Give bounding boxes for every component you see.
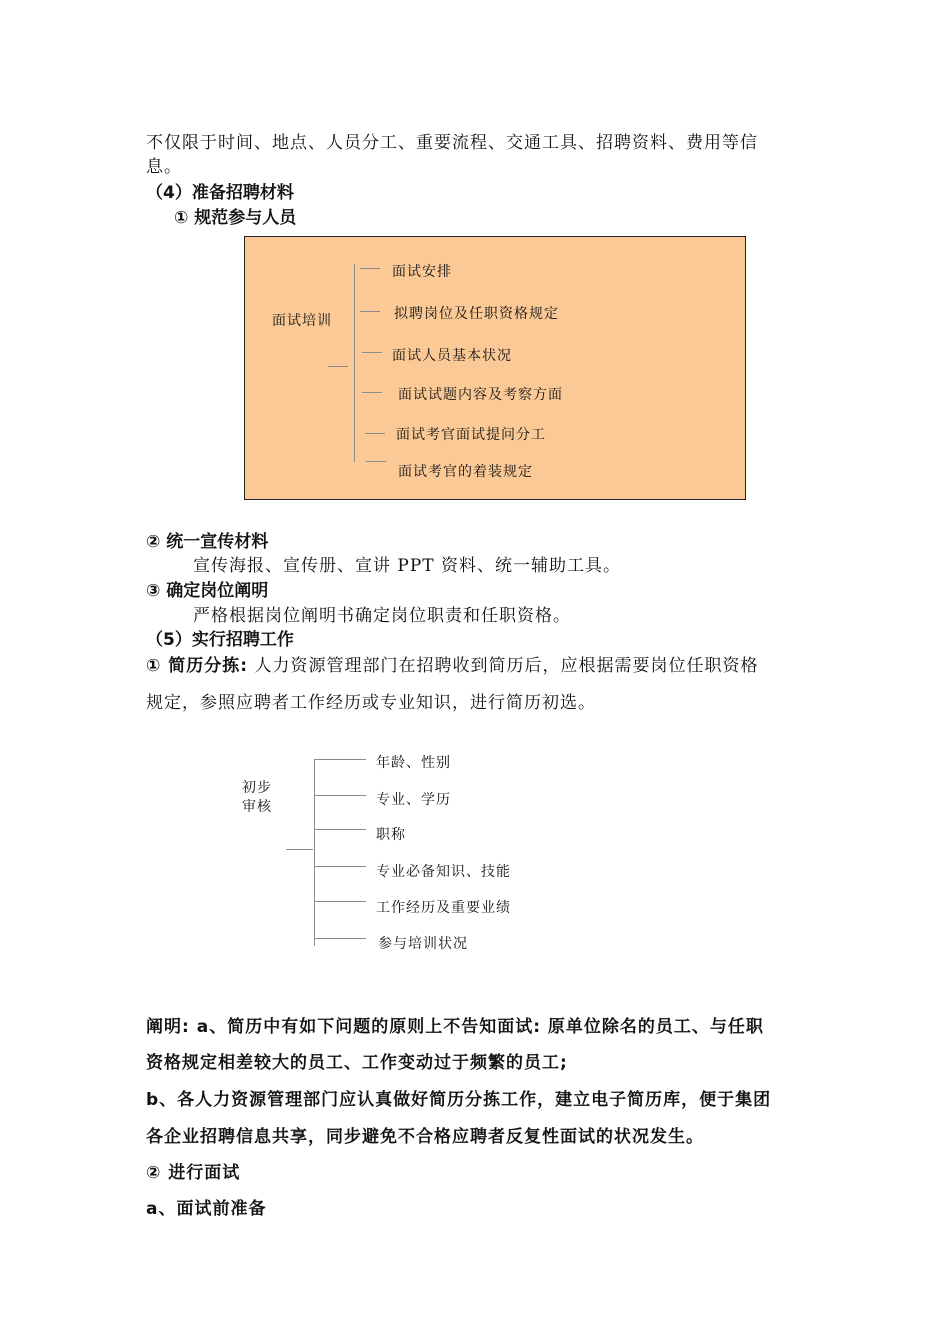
review-branch-connector xyxy=(314,759,366,760)
diagram-item-6: 面试考官的着装规定 xyxy=(398,464,533,480)
diagram-branch-connector xyxy=(360,311,380,312)
review-item-5: 工作经历及重要业绩 xyxy=(376,900,511,916)
review-item-6: 参与培训状况 xyxy=(378,936,468,952)
diagram-item-4: 面试试题内容及考察方面 xyxy=(398,387,563,403)
resume-sorting-line-2: 规定，参照应聘者工作经历或专业知识，进行简历初选。 xyxy=(146,693,596,713)
review-bracket-line xyxy=(314,759,315,946)
diagram-branch-connector xyxy=(365,433,385,434)
review-item-1: 年龄、性别 xyxy=(376,755,451,771)
diagram-item-3: 面试人员基本状况 xyxy=(392,348,512,364)
diagram-root-connector xyxy=(328,366,348,367)
review-item-2: 专业、学历 xyxy=(376,792,451,808)
note-line-4: 各企业招聘信息共享，同步避免不合格应聘者反复性面试的状况发生。 xyxy=(146,1127,704,1147)
resume-sorting-label: ① 简历分拣: xyxy=(146,656,249,676)
note-line-2: 资格规定相差较大的员工、工作变动过于频繁的员工; xyxy=(146,1053,568,1073)
review-root-label-line-2: 审核 xyxy=(242,799,272,815)
resume-sorting-line-1 xyxy=(146,651,759,676)
subsection-participants-heading: ① 规范参与人员 xyxy=(174,208,297,228)
intro-line-2: 息。 xyxy=(146,157,182,177)
review-branch-connector xyxy=(314,829,366,830)
diagram-branch-connector xyxy=(360,268,380,269)
review-branch-connector xyxy=(314,901,366,902)
review-branch-connector xyxy=(314,795,366,796)
diagram-bracket-line xyxy=(354,264,355,462)
publicity-text: 宣传海报、宣传册、宣讲 PPT 资料、统一辅助工具。 xyxy=(193,556,622,576)
job-description-text: 严格根据岗位阐明书确定岗位职责和任职资格。 xyxy=(193,606,571,626)
diagram-branch-connector xyxy=(362,392,382,393)
review-root-connector xyxy=(286,849,313,850)
review-branch-connector xyxy=(314,866,366,867)
interview-heading: ② 进行面试 xyxy=(146,1163,241,1183)
interview-preparation-heading: a、面试前准备 xyxy=(146,1199,267,1219)
diagram-item-1: 面试安排 xyxy=(392,264,452,280)
diagram-root-label: 面试培训 xyxy=(272,313,332,329)
subsection-job-description-heading: ③ 确定岗位阐明 xyxy=(146,581,269,601)
review-root-label-line-1: 初步 xyxy=(242,780,272,796)
diagram-branch-connector xyxy=(366,461,386,462)
section-5-heading: （5）实行招聘工作 xyxy=(146,630,294,650)
review-item-3: 职称 xyxy=(376,827,406,843)
diagram-item-5: 面试考官面试提问分工 xyxy=(396,427,546,443)
intro-line-1: 不仅限于时间、地点、人员分工、重要流程、交通工具、招聘资料、费用等信 xyxy=(146,133,758,153)
resume-sorting-text: 人力资源管理部门在招聘收到简历后，应根据需要岗位任职资格 xyxy=(254,656,759,676)
review-item-4: 专业必备知识、技能 xyxy=(376,864,511,880)
note-line-1: 阐明: a、简历中有如下问题的原则上不告知面试: 原单位除名的员工、与任职 xyxy=(146,1017,764,1037)
note-line-3: b、各人力资源管理部门应认真做好简历分拣工作，建立电子简历库，便于集团 xyxy=(146,1090,772,1110)
subsection-publicity-heading: ② 统一宣传材料 xyxy=(146,532,269,552)
section-4-heading: （4）准备招聘材料 xyxy=(146,183,294,203)
diagram-branch-connector xyxy=(362,352,382,353)
review-branch-connector xyxy=(314,938,366,939)
diagram-item-2: 拟聘岗位及任职资格规定 xyxy=(394,306,559,322)
